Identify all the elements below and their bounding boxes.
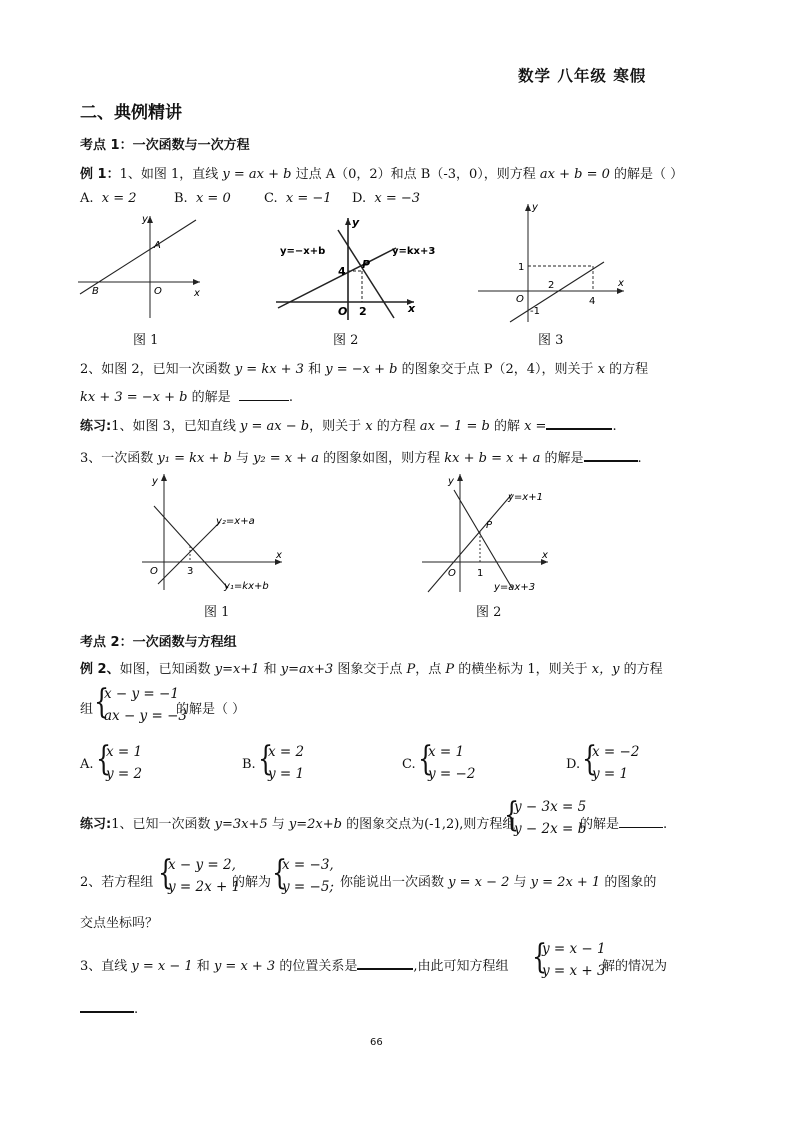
example-2-tail: 的解是（ ） xyxy=(176,702,246,717)
figure-3-caption: 图 3 xyxy=(538,333,564,348)
text: 1、如图 1，直线 xyxy=(119,167,223,182)
option-c-label: C. xyxy=(402,757,416,772)
axis-label-x: x xyxy=(408,302,416,315)
option-a: A. x = 2 xyxy=(80,191,137,206)
answer-blank[interactable] xyxy=(239,387,289,401)
system-brace: { xyxy=(504,795,520,835)
figure-1-caption: 图 1 xyxy=(133,333,159,348)
system-brace: { xyxy=(532,937,548,977)
tick-label-4: 4 xyxy=(338,265,346,278)
axis-label-x: x xyxy=(276,550,282,561)
option-b-eq-1: x = 2 xyxy=(268,744,305,760)
axis-label-y: y xyxy=(152,476,158,487)
figure-b2-caption: 图 2 xyxy=(476,605,502,620)
practice-2-3-line: 3、直线 y = x − 1 和 y = x + 3 的位置关系是 ,由此可知方程组 xyxy=(80,955,508,974)
line-label-2: y₁=kx+b xyxy=(224,581,269,592)
answer-blank[interactable] xyxy=(357,955,413,970)
practice-2-2-lead: 2、若方程组 xyxy=(80,875,154,890)
option-b: B. x = 0 xyxy=(174,191,231,206)
axis-label-y: y xyxy=(532,202,538,213)
axis-label-y: y xyxy=(142,214,148,225)
tick-label-4: 4 xyxy=(589,296,596,307)
axis-label-x: x xyxy=(194,288,200,299)
tick-label-1: 1 xyxy=(518,262,525,273)
option-c-eq-2: y = −2 xyxy=(428,766,476,782)
solution-eq-2: y = −5; xyxy=(282,879,334,895)
practice-2-1-tail: 的解是 . xyxy=(580,813,667,832)
origin-label: O xyxy=(448,568,456,579)
practice-2-3-line-2: . xyxy=(80,998,138,1017)
system-brace: { xyxy=(94,682,110,722)
example-2-line: 例 2、如图，已知函数 y=x+1 和 y=ax+3 图象交于点 P，点 P 的横坐标为 1，则关于 x，y 的方程 xyxy=(80,662,663,677)
figure-1 xyxy=(76,210,206,320)
option-d-eq-2: y = 1 xyxy=(592,766,629,782)
answer-blank[interactable] xyxy=(584,447,638,462)
system-eq-2: y = x + 3 xyxy=(542,963,606,979)
tick-label-2: 2 xyxy=(548,280,555,291)
option-a-eq-2: y = 2 xyxy=(106,766,143,782)
system-brace: { xyxy=(582,739,598,779)
solution-eq-1: x = −3, xyxy=(282,857,334,873)
kaodian-1-title: 考点 1：一次函数与一次方程 xyxy=(80,138,250,153)
tick-label-neg1: -1 xyxy=(530,306,540,317)
practice-1-line: 练习:1、如图 3，已知直线 y = ax − b，则关于 x 的方程 ax − 1 = b 的解 x = . xyxy=(80,415,617,434)
point-label-a: A xyxy=(154,240,161,251)
figure-b1-caption: 图 1 xyxy=(204,605,230,620)
option-d-label: D. xyxy=(566,757,581,772)
system-brace: { xyxy=(272,853,288,893)
option-c-eq-1: x = 1 xyxy=(428,744,465,760)
text: 过点 A（0，2）和点 B（-3，0），则方程 xyxy=(291,167,540,182)
practice-2-2-mid: 的解为 xyxy=(232,875,272,890)
answer-blank[interactable] xyxy=(80,998,134,1013)
figure-b2 xyxy=(420,470,555,594)
system-eq-1: y = x − 1 xyxy=(542,941,606,957)
system-brace: { xyxy=(258,739,274,779)
figure-2 xyxy=(272,212,436,322)
option-b-eq-2: y = 1 xyxy=(268,766,305,782)
axis-label-y: y xyxy=(448,476,454,487)
line-label-2: y=kx+3 xyxy=(392,246,436,257)
option-a-eq-1: x = 1 xyxy=(106,744,143,760)
figure-b1 xyxy=(140,470,290,592)
option-c: C. x = −1 xyxy=(264,191,332,206)
option-d-eq-1: x = −2 xyxy=(592,744,640,760)
option-d: D. x = −3 xyxy=(352,191,421,206)
point-label-b: B xyxy=(92,286,99,297)
practice-2-1-line: 练习:1、已知一次函数 y=3x+5 与 y=2x+b 的图象交点为(-1,2),则方程组 xyxy=(80,817,516,832)
option-a-label: A. xyxy=(80,757,94,772)
origin-label: O xyxy=(154,286,162,297)
system-eq-1: y − 3x = 5 xyxy=(514,799,587,815)
axis-label-x: x xyxy=(618,278,624,289)
axis-label-x: x xyxy=(542,550,548,561)
tick-label-3: 3 xyxy=(187,566,194,577)
system-eq-1: x − y = −1 xyxy=(104,686,179,702)
system-eq-2: ax − y = −3 xyxy=(104,708,187,724)
system-eq-2: y − 2x = b xyxy=(514,821,587,837)
example-1-line xyxy=(80,163,683,182)
option-b-label: B. xyxy=(242,757,256,772)
practice-2-3-tail: 解的情况为 xyxy=(602,959,668,974)
page-number: 66 xyxy=(370,1037,383,1048)
practice-2-2-line-2: 交点坐标吗？ xyxy=(80,916,159,931)
question-3-line: 3、一次函数 y₁ = kx + b 与 y₂ = x + a 的图象如图，则方程 kx + b = x + a 的解是 . xyxy=(80,447,642,466)
page-header-subject: 数学 八年级 寒假 xyxy=(518,67,647,85)
kaodian-2-title: 考点 2：一次函数与方程组 xyxy=(80,635,237,650)
answer-blank[interactable] xyxy=(619,814,663,828)
example-2-group-char: 组 xyxy=(80,702,94,717)
point-label-p: P xyxy=(362,258,371,271)
question-2-line-1: 2、如图 2，已知一次函数 y = kx + 3 和 y = −x + b 的图象交于点 P（2，4），则关于 x 的方程 xyxy=(80,362,649,377)
line-label-2: y=ax+3 xyxy=(494,582,536,593)
practice-2-2-rest: 你能说出一次函数 y = x − 2 与 y = 2x + 1 的图象的 xyxy=(340,875,657,890)
axis-label-y: y xyxy=(352,216,360,229)
line-label-1: y=−x+b xyxy=(280,246,326,257)
example-1-label: 例 1： xyxy=(80,167,120,182)
system-brace: { xyxy=(96,739,112,779)
origin-label: O xyxy=(338,305,348,318)
origin-label: O xyxy=(150,566,158,577)
figure-3 xyxy=(476,200,631,325)
text: 的解是（ ） xyxy=(609,167,684,182)
tick-label-1: 1 xyxy=(477,568,484,579)
system-brace: { xyxy=(158,853,174,893)
figure-2-caption: 图 2 xyxy=(333,333,359,348)
answer-blank[interactable] xyxy=(546,415,612,430)
tick-label-2: 2 xyxy=(359,305,367,318)
system-brace: { xyxy=(418,739,434,779)
section-title: 二、典例精讲 xyxy=(80,103,182,123)
question-2-line-2: kx + 3 = −x + b 的解是 . xyxy=(80,386,293,405)
line-label-1: y=x+1 xyxy=(508,492,543,503)
formula: y = ax + b xyxy=(222,167,292,182)
system-eq-2: y = 2x + 1 xyxy=(168,879,241,895)
line-label-1: y₂=x+a xyxy=(216,516,255,527)
system-eq-1: x − y = 2, xyxy=(168,857,236,873)
formula: ax + b = 0 xyxy=(539,167,610,182)
origin-label: O xyxy=(516,294,524,305)
point-label-p: P xyxy=(486,520,493,531)
